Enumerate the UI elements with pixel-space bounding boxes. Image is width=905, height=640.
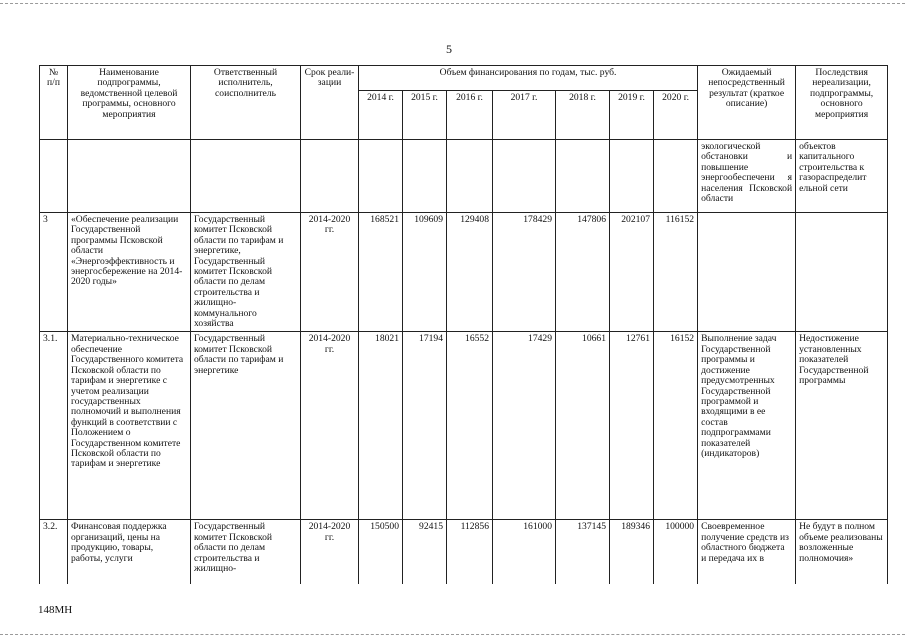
- row-value: 12761: [610, 332, 654, 520]
- row-value: [403, 140, 447, 213]
- row-num: 3.1.: [40, 332, 68, 520]
- row-value: [447, 140, 493, 213]
- table-row: [40, 140, 888, 213]
- row-result: Выполнение задач Государственной программы и достижение предусмотренных Государственной программой и входящими в ее состав подпрограммами показателей (индикаторов): [698, 332, 796, 520]
- header-term: Срок реали-зации: [301, 66, 359, 140]
- header-num: № п/п: [40, 66, 68, 140]
- row-value: 16552: [447, 332, 493, 520]
- row-executor: [191, 140, 301, 213]
- row-value: 116152: [654, 213, 698, 332]
- header-year: 2017 г.: [493, 91, 556, 140]
- header-consequences: Последствия нереализации, подпрограммы, основного мероприятия: [796, 66, 888, 140]
- header-result: Ожидаемый непосредственный результат (краткое описание): [698, 66, 796, 140]
- row-executor: Государственный комитет Псковской области по делам строительства и жилищно-: [191, 520, 301, 585]
- row-term: 2014-2020 гг.: [301, 332, 359, 520]
- header-year: 2014 г.: [359, 91, 403, 140]
- header-name: Наименование подпрограммы, ведомственной целевой программы, основного мероприятия: [68, 66, 191, 140]
- row-value: [359, 140, 403, 213]
- header-year: 2018 г.: [556, 91, 610, 140]
- row-consequences: объектов капитального строительства к газораспределит ельной сети: [796, 140, 888, 213]
- row-name: Материально-техническое обеспечение Государственного комитета Псковской области по тарифам и энергетике с учетом реализации государственных полномочий и выполнения функций в соответствии с Положением о Государственном комитете Псковской области по тарифам и энергетике: [68, 332, 191, 520]
- row-num: [40, 140, 68, 213]
- table-row: [40, 213, 888, 332]
- row-value: [610, 140, 654, 213]
- row-value: [556, 140, 610, 213]
- row-value: 161000: [493, 520, 556, 585]
- row-value: 178429: [493, 213, 556, 332]
- row-value: 10661: [556, 332, 610, 520]
- table-row: [40, 332, 888, 520]
- row-consequences: Недостижение установленных показателей Государственной программы: [796, 332, 888, 520]
- row-value: 17429: [493, 332, 556, 520]
- row-name: [68, 140, 191, 213]
- row-value: 17194: [403, 332, 447, 520]
- row-term: 2014-2020 гг.: [301, 213, 359, 332]
- header-year: 2016 г.: [447, 91, 493, 140]
- table-row: [40, 520, 888, 585]
- row-value: 147806: [556, 213, 610, 332]
- header-year: 2020 г.: [654, 91, 698, 140]
- table-header-row: [40, 66, 888, 91]
- row-value: 112856: [447, 520, 493, 585]
- header-financing: Объем финансирования по годам, тыс. руб.: [359, 66, 698, 91]
- row-value: 202107: [610, 213, 654, 332]
- row-value: 150500: [359, 520, 403, 585]
- row-consequences: Не будут в полном объеме реализованы возложенные полномочия»: [796, 520, 888, 585]
- row-value: 129408: [447, 213, 493, 332]
- row-name: «Обеспечение реализации Государственной программы Псковской области «Энергоэффективность и энергосбережение на 2014-2020 годы»: [68, 213, 191, 332]
- header-executor: Ответственный исполнитель, соисполнитель: [191, 66, 301, 140]
- scan-top-edge: [0, 3, 905, 4]
- row-value: 189346: [610, 520, 654, 585]
- row-value: [493, 140, 556, 213]
- row-result: Своевременное получение средств из областного бюджета и передача их в: [698, 520, 796, 585]
- row-term: 2014-2020 гг.: [301, 520, 359, 585]
- row-value: 100000: [654, 520, 698, 585]
- scan-bottom-edge: [0, 634, 905, 635]
- document-code: 148МН: [38, 604, 73, 616]
- row-value: 16152: [654, 332, 698, 520]
- row-value: 18021: [359, 332, 403, 520]
- row-name: Финансовая поддержка организаций, цены на продукцию, товары, работы, услуги: [68, 520, 191, 585]
- page-number: 5: [446, 42, 452, 56]
- row-consequences: [796, 213, 888, 332]
- row-value: [654, 140, 698, 213]
- row-value: 137145: [556, 520, 610, 585]
- row-result: экологической обстановки и повышение энергообеспечени я населения Псковской области: [698, 140, 796, 213]
- row-value: 109609: [403, 213, 447, 332]
- financing-table: [39, 65, 888, 584]
- row-executor: Государственный комитет Псковской области по тарифам и энергетике: [191, 332, 301, 520]
- row-term: [301, 140, 359, 213]
- row-executor: Государственный комитет Псковской области по тарифам и энергетике, Государственный комитет Псковской области по делам строительства и жилищно-коммунального хозяйства: [191, 213, 301, 332]
- row-num: 3.2.: [40, 520, 68, 585]
- row-value: 92415: [403, 520, 447, 585]
- header-year: 2015 г.: [403, 91, 447, 140]
- header-year: 2019 г.: [610, 91, 654, 140]
- row-result: [698, 213, 796, 332]
- row-value: 168521: [359, 213, 403, 332]
- row-num: 3: [40, 213, 68, 332]
